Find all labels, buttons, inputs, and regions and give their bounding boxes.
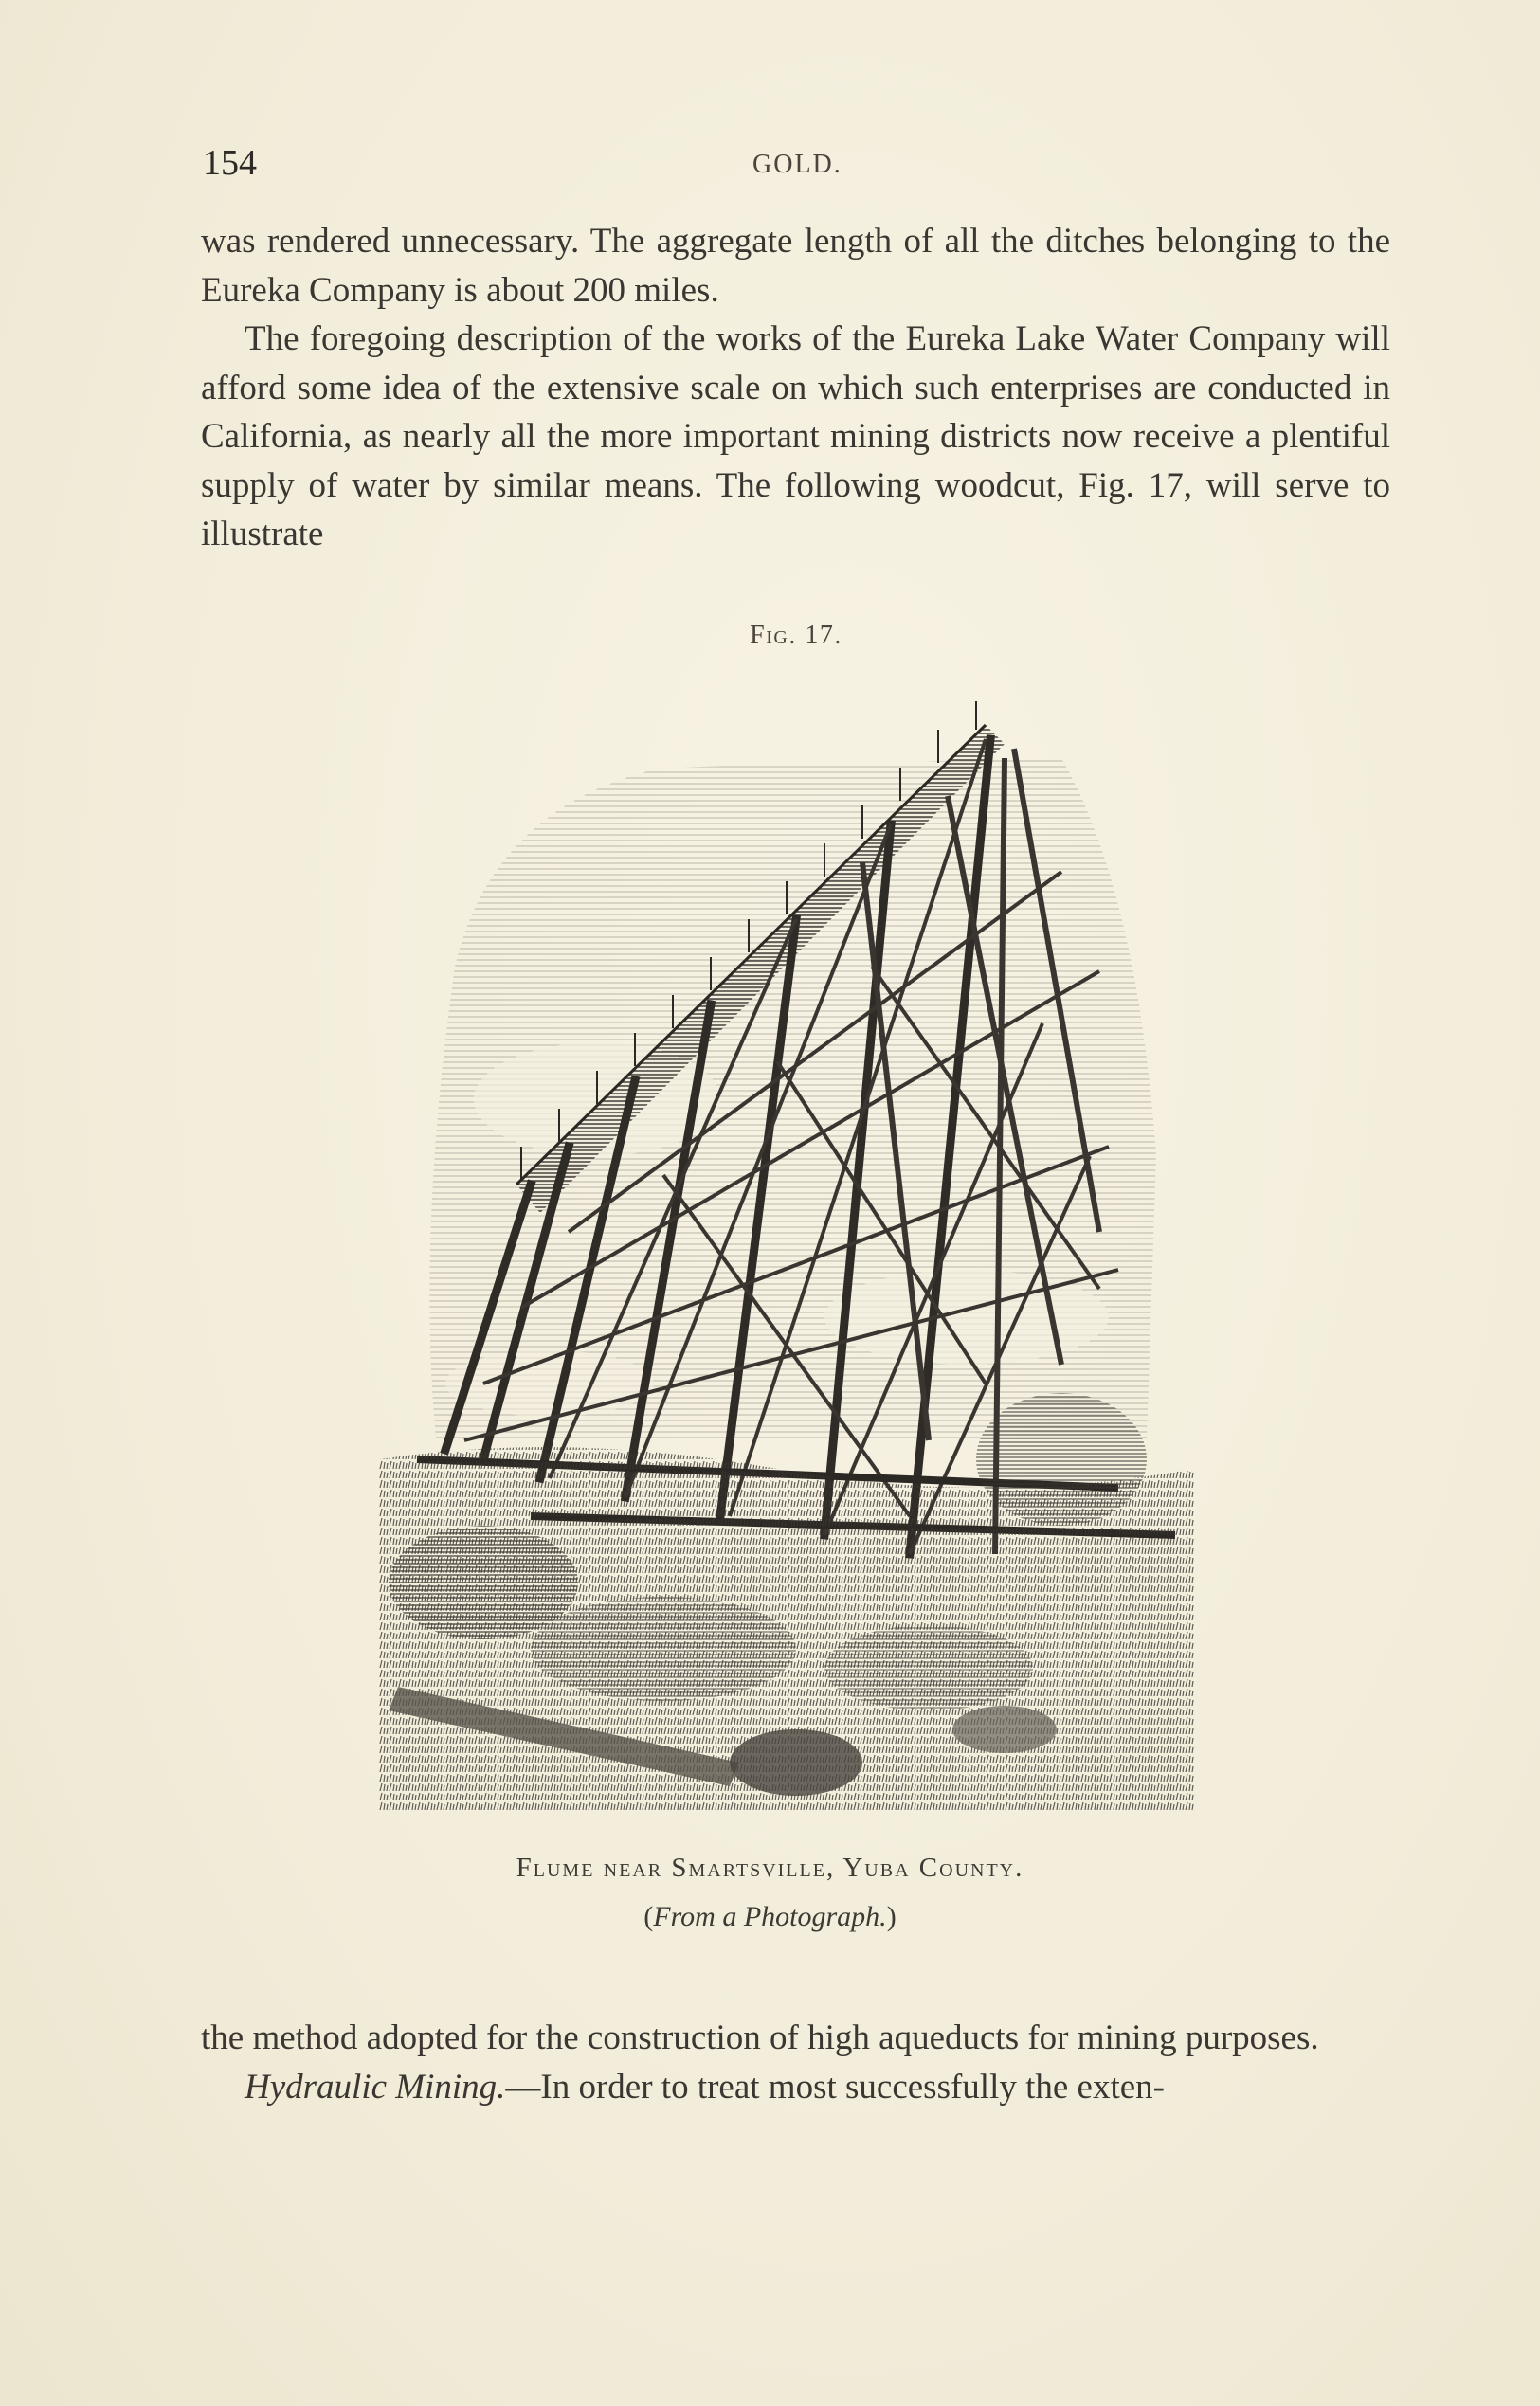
credit-close-paren: ) bbox=[886, 1901, 897, 1932]
figure-label: Fig. 17. bbox=[750, 621, 842, 650]
figure-credit bbox=[0, 1901, 1540, 1933]
flume-engraving bbox=[379, 701, 1194, 1810]
figure-caption: Flume near Smartsville, Yuba County. bbox=[516, 1853, 1024, 1883]
credit-open-paren: ( bbox=[643, 1901, 654, 1932]
body-text-top bbox=[201, 217, 1390, 559]
paragraph-method: the method adopted for the construction of high aqueducts for mining purposes. bbox=[201, 2018, 1319, 2057]
page-number: 154 bbox=[203, 143, 257, 183]
paragraph-hydraulic bbox=[201, 2063, 1390, 2112]
paragraph-hydraulic-text: —In order to treat most successfully the exten- bbox=[505, 2067, 1165, 2107]
section-heading-hydraulic-mining: Hydraulic Mining. bbox=[245, 2067, 506, 2107]
paragraph-eureka: The foregoing description of the works of the Eureka Lake Water Company will afford some idea of the extensive scale on which such enterprises are conducted in California, as nearly all the more important mining districts now receive a plentiful supply of water by similar means. The following woodcut, Fig. 17, will serve to illustrate bbox=[201, 319, 1390, 553]
page-header bbox=[203, 142, 1387, 190]
credit-text: From a Photograph. bbox=[653, 1901, 887, 1932]
body-text-bottom bbox=[201, 2014, 1390, 2111]
paragraph-continued: was rendered unnecessary. The aggregate length of all the ditches belonging to the Eureka Company is about 200 miles. bbox=[201, 222, 1390, 310]
running-head: GOLD. bbox=[752, 150, 842, 179]
